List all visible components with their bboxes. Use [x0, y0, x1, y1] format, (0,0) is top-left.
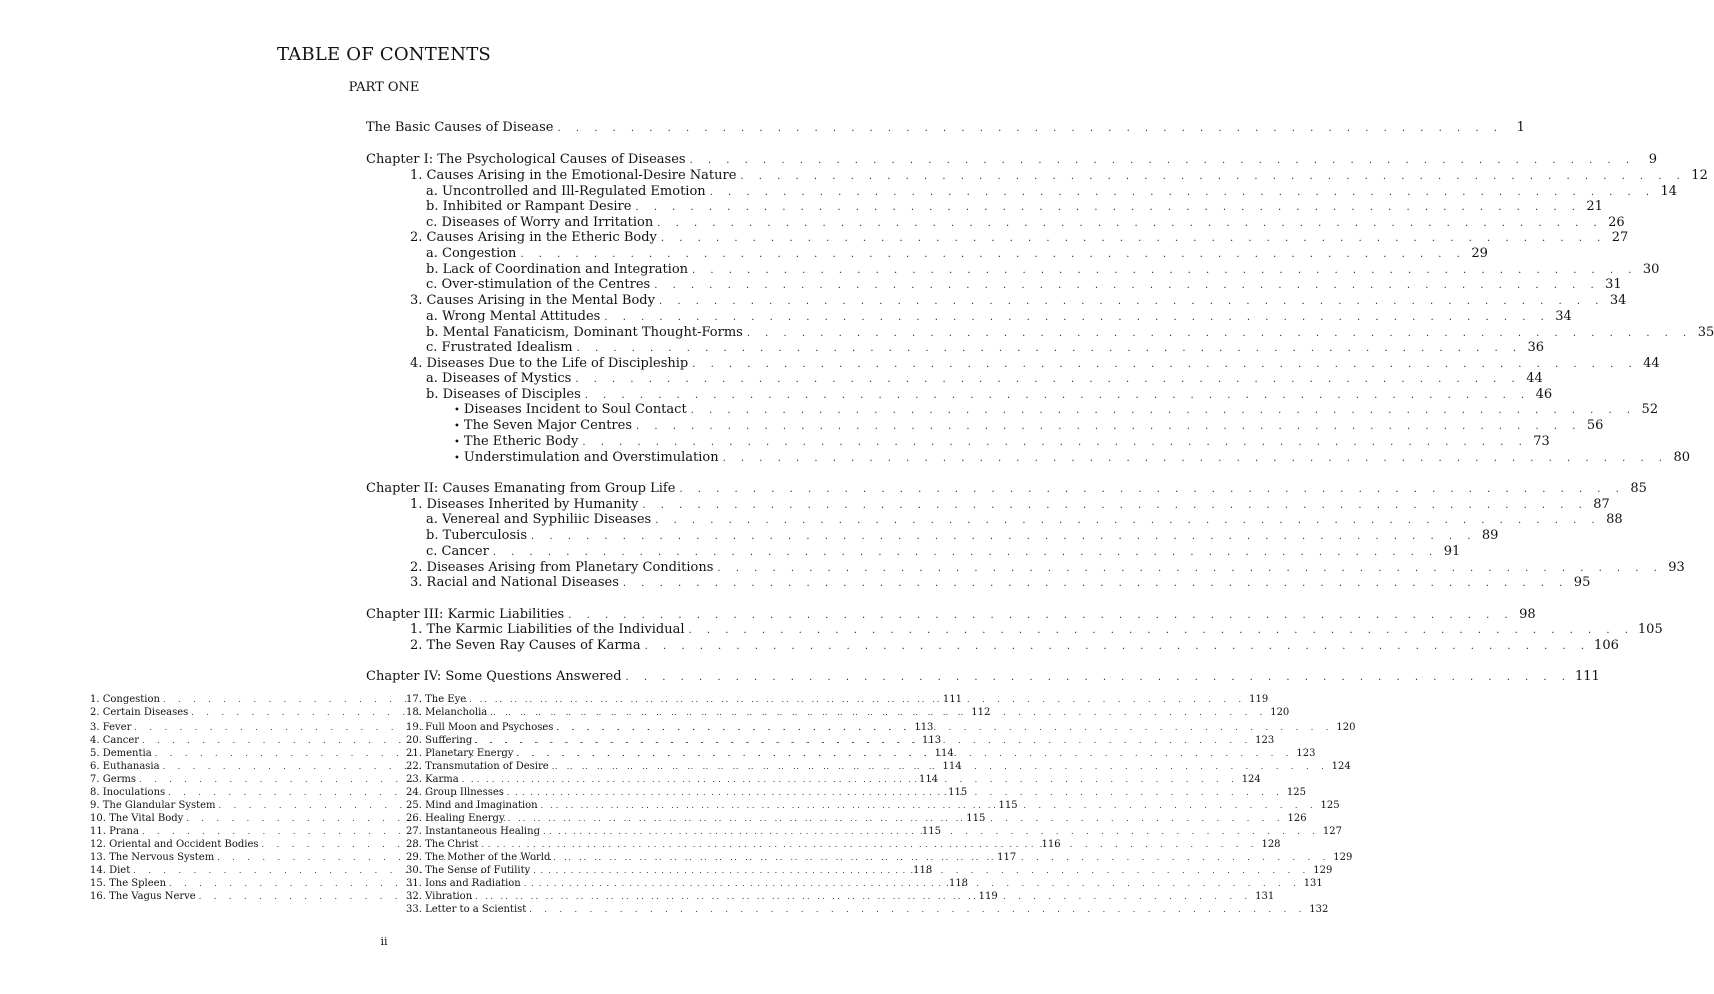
- dot-leader: [581, 390, 1534, 401]
- toc-entry-page: 27: [1611, 230, 1629, 245]
- question-entry-page: 115: [998, 800, 1018, 811]
- question-entry-page: 125: [1286, 787, 1306, 798]
- toc-entry-label: • The Etheric Body: [454, 434, 578, 449]
- toc-entry-page: 98: [1519, 607, 1536, 622]
- toc-entry-page: 106: [1594, 638, 1619, 653]
- question-entry-page: 113: [922, 735, 942, 746]
- toc-entry-label: 1. Causes Arising in the Emotional-Desire Nature: [410, 168, 737, 183]
- toc-entry-page: 85: [1630, 481, 1647, 496]
- question-entry-page: 124: [1241, 774, 1261, 785]
- dot-leader: [527, 531, 1480, 542]
- toc-entry[interactable]: [426, 215, 1625, 231]
- dot-leader: [504, 788, 1287, 797]
- question-entry-label: 12. Oriental and Occident Bodies: [90, 839, 259, 850]
- toc-entry-page: 31: [1605, 277, 1622, 292]
- question-entry-label: 3. Fever: [90, 722, 132, 733]
- toc-entry-page: 36: [1527, 340, 1545, 355]
- toc-entry[interactable]: [426, 340, 1545, 356]
- dot-leader: [521, 879, 1304, 888]
- dot-leader: [632, 421, 1585, 432]
- toc-entry[interactable]: [426, 371, 1543, 387]
- question-entry-page: 123: [1255, 735, 1275, 746]
- toc-entry-label: 3. Racial and National Diseases: [410, 575, 619, 590]
- dot-leader: [530, 866, 1313, 875]
- toc-entry-label: b. Diseases of Disciples: [426, 387, 581, 402]
- toc-entry-label: The Basic Causes of Disease: [366, 120, 554, 135]
- toc-entry[interactable]: [426, 199, 1603, 215]
- dot-leader: [513, 749, 1296, 758]
- dot-leader: [526, 905, 1309, 914]
- toc-entry[interactable]: [426, 387, 1553, 403]
- toc-entry[interactable]: [426, 184, 1678, 200]
- question-entry-label: 28. The Christ: [406, 839, 479, 850]
- question-entry-label: 17. The Eye: [406, 694, 467, 705]
- toc-entry-page: 88: [1606, 512, 1623, 527]
- toc-entry[interactable]: [454, 450, 1690, 466]
- toc-entry[interactable]: [426, 325, 1714, 341]
- toc-entry-label: 1. The Karmic Liabilities of the Individual: [410, 622, 685, 637]
- toc-entry-label: 2. The Seven Ray Causes of Karma: [410, 638, 641, 653]
- toc-entry-label: Chapter II: Causes Emanating from Group Life: [366, 481, 676, 496]
- toc-entry-label: Chapter III: Karmic Liabilities: [366, 607, 565, 622]
- question-entry-label: 33. Letter to a Scientist: [406, 904, 527, 915]
- toc-entry-label: a. Uncontrolled and Ill-Regulated Emotion: [426, 184, 706, 199]
- toc-entry-label: • Diseases Incident to Soul Contact: [454, 402, 687, 417]
- dot-leader: [550, 853, 1333, 862]
- toc-entry[interactable]: [410, 356, 1660, 372]
- toc-entry[interactable]: [366, 120, 1525, 136]
- dot-leader: [571, 374, 1524, 385]
- toc-entry-label: 2. Causes Arising in the Etheric Body: [410, 230, 657, 245]
- toc-entry-page: 21: [1586, 199, 1603, 214]
- toc-entry-page: 9: [1648, 152, 1658, 167]
- dot-leader: [688, 359, 1641, 370]
- question-entry-label: 21. Planetary Energy: [406, 748, 514, 759]
- toc-entry-label: c. Over-stimulation of the Centres: [426, 277, 651, 292]
- question-entry-label: 11. Prana: [90, 826, 139, 837]
- question-entry-page: 118: [948, 878, 969, 889]
- dot-leader: [505, 814, 1288, 823]
- question-entry-label: 29. The Mother of the World: [406, 852, 551, 863]
- toc-entry-page: 44: [1643, 356, 1660, 371]
- dot-leader: [516, 249, 1469, 260]
- dot-leader: [655, 296, 1608, 307]
- question-entry-page: 115: [921, 826, 941, 837]
- dot-leader: [540, 827, 1323, 836]
- question-entry-label: 23. Karma: [406, 774, 459, 785]
- dot-leader: [653, 218, 1606, 229]
- question-entry-page: 118: [913, 865, 933, 876]
- page-title: TABLE OF CONTENTS: [277, 44, 491, 65]
- toc-entry[interactable]: [426, 512, 1623, 528]
- question-entry-page: 112: [971, 707, 991, 718]
- dot-leader: [553, 723, 1336, 732]
- toc-entry[interactable]: [426, 277, 1622, 293]
- question-entry-label: 13. The Nervous System: [90, 852, 215, 863]
- dot-leader: [650, 280, 1603, 291]
- toc-entry-page: 1: [1516, 120, 1525, 135]
- toc-entry[interactable]: [366, 481, 1647, 497]
- toc-entry-label: b. Mental Fanaticism, Dominant Thought-Forms: [426, 325, 743, 340]
- toc-entry-label: a. Venereal and Syphiliic Diseases: [426, 512, 652, 527]
- question-entry-page: 111: [942, 694, 962, 705]
- question-entry-page: 114: [934, 748, 954, 759]
- question-entry-label: 10. The Vital Body: [90, 813, 184, 824]
- dot-leader: [657, 233, 1610, 244]
- dot-leader: [459, 775, 1242, 784]
- question-entry-page: 123: [1296, 748, 1316, 759]
- toc-entry-page: 91: [1443, 544, 1461, 559]
- page-number: ii: [380, 935, 388, 948]
- dot-leader: [538, 801, 1321, 810]
- question-entry-page: 114: [942, 761, 962, 772]
- toc-entry-page: 105: [1637, 622, 1663, 637]
- question-entry-label: 27. Instantaneous Healing: [406, 826, 540, 837]
- question-entry-label: 15. The Spleen: [90, 878, 167, 889]
- question-entry-label: 6. Euthanasia: [90, 761, 160, 772]
- dot-leader: [549, 762, 1332, 771]
- toc-entry-page: 87: [1593, 497, 1610, 512]
- question-entry-page: 115: [948, 787, 968, 798]
- toc-entry-page: 26: [1608, 215, 1625, 230]
- toc-entry-page: 95: [1573, 575, 1591, 590]
- dot-leader: [472, 736, 1255, 745]
- toc-entry-page: 44: [1526, 371, 1543, 386]
- dot-leader: [619, 578, 1572, 589]
- toc-entry[interactable]: [426, 309, 1572, 325]
- toc-entry-label: Chapter I: The Psychological Causes of Diseases: [366, 152, 686, 167]
- toc-entry-page: 34: [1555, 309, 1572, 324]
- dot-leader: [706, 187, 1659, 198]
- question-entry-page: 132: [1309, 904, 1329, 915]
- question-entry-label: 20. Suffering: [406, 735, 473, 746]
- toc-entry-label: b. Inhibited or Rampant Desire: [426, 199, 632, 214]
- toc-entry[interactable]: [410, 497, 1610, 513]
- question-entry-label: 2. Certain Diseases: [90, 707, 189, 718]
- question-entry-label: 31. Ions and Radiation: [406, 878, 521, 889]
- question-entry-page: 125: [1320, 800, 1340, 811]
- toc-entry-label: b. Tuberculosis: [426, 528, 527, 543]
- toc-entry-label: Chapter IV: Some Questions Answered: [366, 669, 622, 684]
- toc-entry-page: 89: [1481, 528, 1499, 543]
- dot-leader: [688, 265, 1641, 276]
- toc-entry-page: 56: [1586, 418, 1604, 433]
- toc-entry-page: 14: [1660, 184, 1678, 199]
- dot-leader: [553, 123, 1506, 134]
- dot-leader: [675, 484, 1628, 495]
- dot-leader: [743, 328, 1696, 339]
- toc-entry-page: 12: [1691, 168, 1708, 183]
- dot-leader: [686, 155, 1639, 166]
- toc-entry-page: 35: [1697, 325, 1714, 340]
- question-entry-page: 131: [1255, 891, 1275, 902]
- toc-entry-label: a. Congestion: [426, 246, 517, 261]
- toc-entry-page: 111: [1574, 669, 1600, 684]
- toc-entry[interactable]: [366, 669, 1600, 685]
- toc-entry[interactable]: [366, 607, 1536, 623]
- dot-leader: [736, 171, 1689, 182]
- toc-entry[interactable]: [454, 434, 1550, 450]
- question-entry-label: 16. The Vagus Nerve: [90, 891, 196, 902]
- question-entry-page: 116: [1041, 839, 1061, 850]
- question-entry-page: 113: [914, 722, 934, 733]
- question-entry-label: 9. The Glandular System: [90, 800, 216, 811]
- dot-leader: [719, 453, 1672, 464]
- toc-entry[interactable]: [426, 246, 1488, 262]
- toc-entry[interactable]: [410, 575, 1591, 591]
- dot-leader: [466, 695, 1249, 704]
- toc-entry[interactable]: [410, 622, 1663, 638]
- question-entry-page: 126: [1287, 813, 1307, 824]
- question-entry-label: 1. Congestion: [90, 694, 160, 705]
- toc-entry[interactable]: [454, 418, 1604, 434]
- dot-leader: [487, 708, 1270, 717]
- toc-entry[interactable]: [426, 528, 1499, 544]
- dot-leader: [578, 437, 1531, 448]
- question-entry-page: 124: [1331, 761, 1351, 772]
- toc-entry-label: b. Lack of Coordination and Integration: [426, 262, 689, 277]
- part-heading: PART ONE: [348, 80, 420, 95]
- question-entry-label: 4. Cancer: [90, 735, 140, 746]
- dot-leader: [641, 641, 1594, 652]
- question-entry[interactable]: [406, 904, 1329, 917]
- toc-entry[interactable]: [410, 168, 1708, 184]
- question-entry-page: 119: [1249, 694, 1269, 705]
- question-entry-label: 18. Melancholia: [406, 707, 488, 718]
- toc-entry[interactable]: [410, 230, 1629, 246]
- question-entry-page: 129: [1333, 852, 1353, 863]
- toc-entry-page: 93: [1668, 560, 1685, 575]
- toc-entry-label: c. Frustrated Idealism: [426, 340, 573, 355]
- toc-entry-label: • The Seven Major Centres: [454, 418, 632, 433]
- dot-leader: [651, 515, 1604, 526]
- toc-entry-label: c. Diseases of Worry and Irritation: [426, 215, 654, 230]
- question-entry-page: 120: [1336, 722, 1356, 733]
- dot-leader: [687, 405, 1640, 416]
- dot-leader: [713, 563, 1666, 574]
- toc-entry[interactable]: [410, 293, 1627, 309]
- question-entry-label: 32. Vibration: [406, 891, 473, 902]
- toc-entry-page: 52: [1641, 402, 1659, 417]
- question-entry-page: 114: [918, 774, 939, 785]
- question-entry-page: 119: [978, 891, 998, 902]
- dot-leader: [684, 625, 1637, 636]
- question-entry-label: 26. Healing Energy: [406, 813, 505, 824]
- toc-entry-page: 34: [1609, 293, 1627, 308]
- question-entry-label: 24. Group Illnesses: [406, 787, 504, 798]
- toc-entry-page: 80: [1673, 450, 1690, 465]
- toc-entry-label: a. Diseases of Mystics: [426, 371, 572, 386]
- dot-leader: [472, 892, 1255, 901]
- toc-entry-page: 46: [1535, 387, 1553, 402]
- question-entry-label: 22. Transmutation of Desire: [406, 761, 549, 772]
- question-entry-page: 129: [1313, 865, 1333, 876]
- question-entry-label: 7. Germs: [90, 774, 137, 785]
- question-entry-label: 30. The Sense of Futility: [406, 865, 531, 876]
- dot-leader: [638, 500, 1591, 511]
- dot-leader: [573, 343, 1526, 354]
- toc-entry-label: 2. Diseases Arising from Planetary Conditions: [410, 560, 714, 575]
- question-entry-label: 19. Full Moon and Psychoses: [406, 722, 554, 733]
- question-entry-label: 8. Inoculations: [90, 787, 166, 798]
- dot-leader: [631, 202, 1584, 213]
- toc-entry-page: 30: [1642, 262, 1660, 277]
- toc-entry-label: a. Wrong Mental Attitudes: [426, 309, 601, 324]
- question-entry-page: 117: [997, 852, 1017, 863]
- question-entry-page: 127: [1322, 826, 1343, 837]
- toc-entry-page: 29: [1471, 246, 1488, 261]
- dot-leader: [600, 312, 1553, 323]
- dot-leader: [489, 547, 1442, 558]
- toc-entry[interactable]: [426, 262, 1660, 278]
- dot-leader: [622, 672, 1575, 683]
- dot-leader: [479, 840, 1262, 849]
- question-entry-page: 120: [1270, 707, 1290, 718]
- question-entry-page: 115: [966, 813, 986, 824]
- toc-entry-label: 1. Diseases Inherited by Humanity: [410, 497, 639, 512]
- toc-entry[interactable]: [426, 544, 1461, 560]
- dot-leader: [564, 610, 1517, 621]
- toc-entry-label: • Understimulation and Overstimulation: [454, 450, 719, 465]
- question-entry-label: 5. Dementia: [90, 748, 152, 759]
- toc-entry[interactable]: [410, 560, 1685, 576]
- toc-entry-label: c. Cancer: [426, 544, 489, 559]
- toc-entry[interactable]: [454, 402, 1659, 418]
- toc-entry[interactable]: [410, 638, 1619, 654]
- toc-entry[interactable]: [366, 152, 1658, 168]
- question-entry-label: 25. Mind and Imagination: [406, 800, 538, 811]
- toc-entry-label: 4. Diseases Due to the Life of Discipleship: [410, 356, 689, 371]
- toc-entry-page: 73: [1533, 434, 1550, 449]
- question-entry-label: 14. Diet: [90, 865, 131, 876]
- question-entry-page: 128: [1261, 839, 1281, 850]
- question-entry-page: 131: [1303, 878, 1323, 889]
- toc-entry-label: 3. Causes Arising in the Mental Body: [410, 293, 655, 308]
